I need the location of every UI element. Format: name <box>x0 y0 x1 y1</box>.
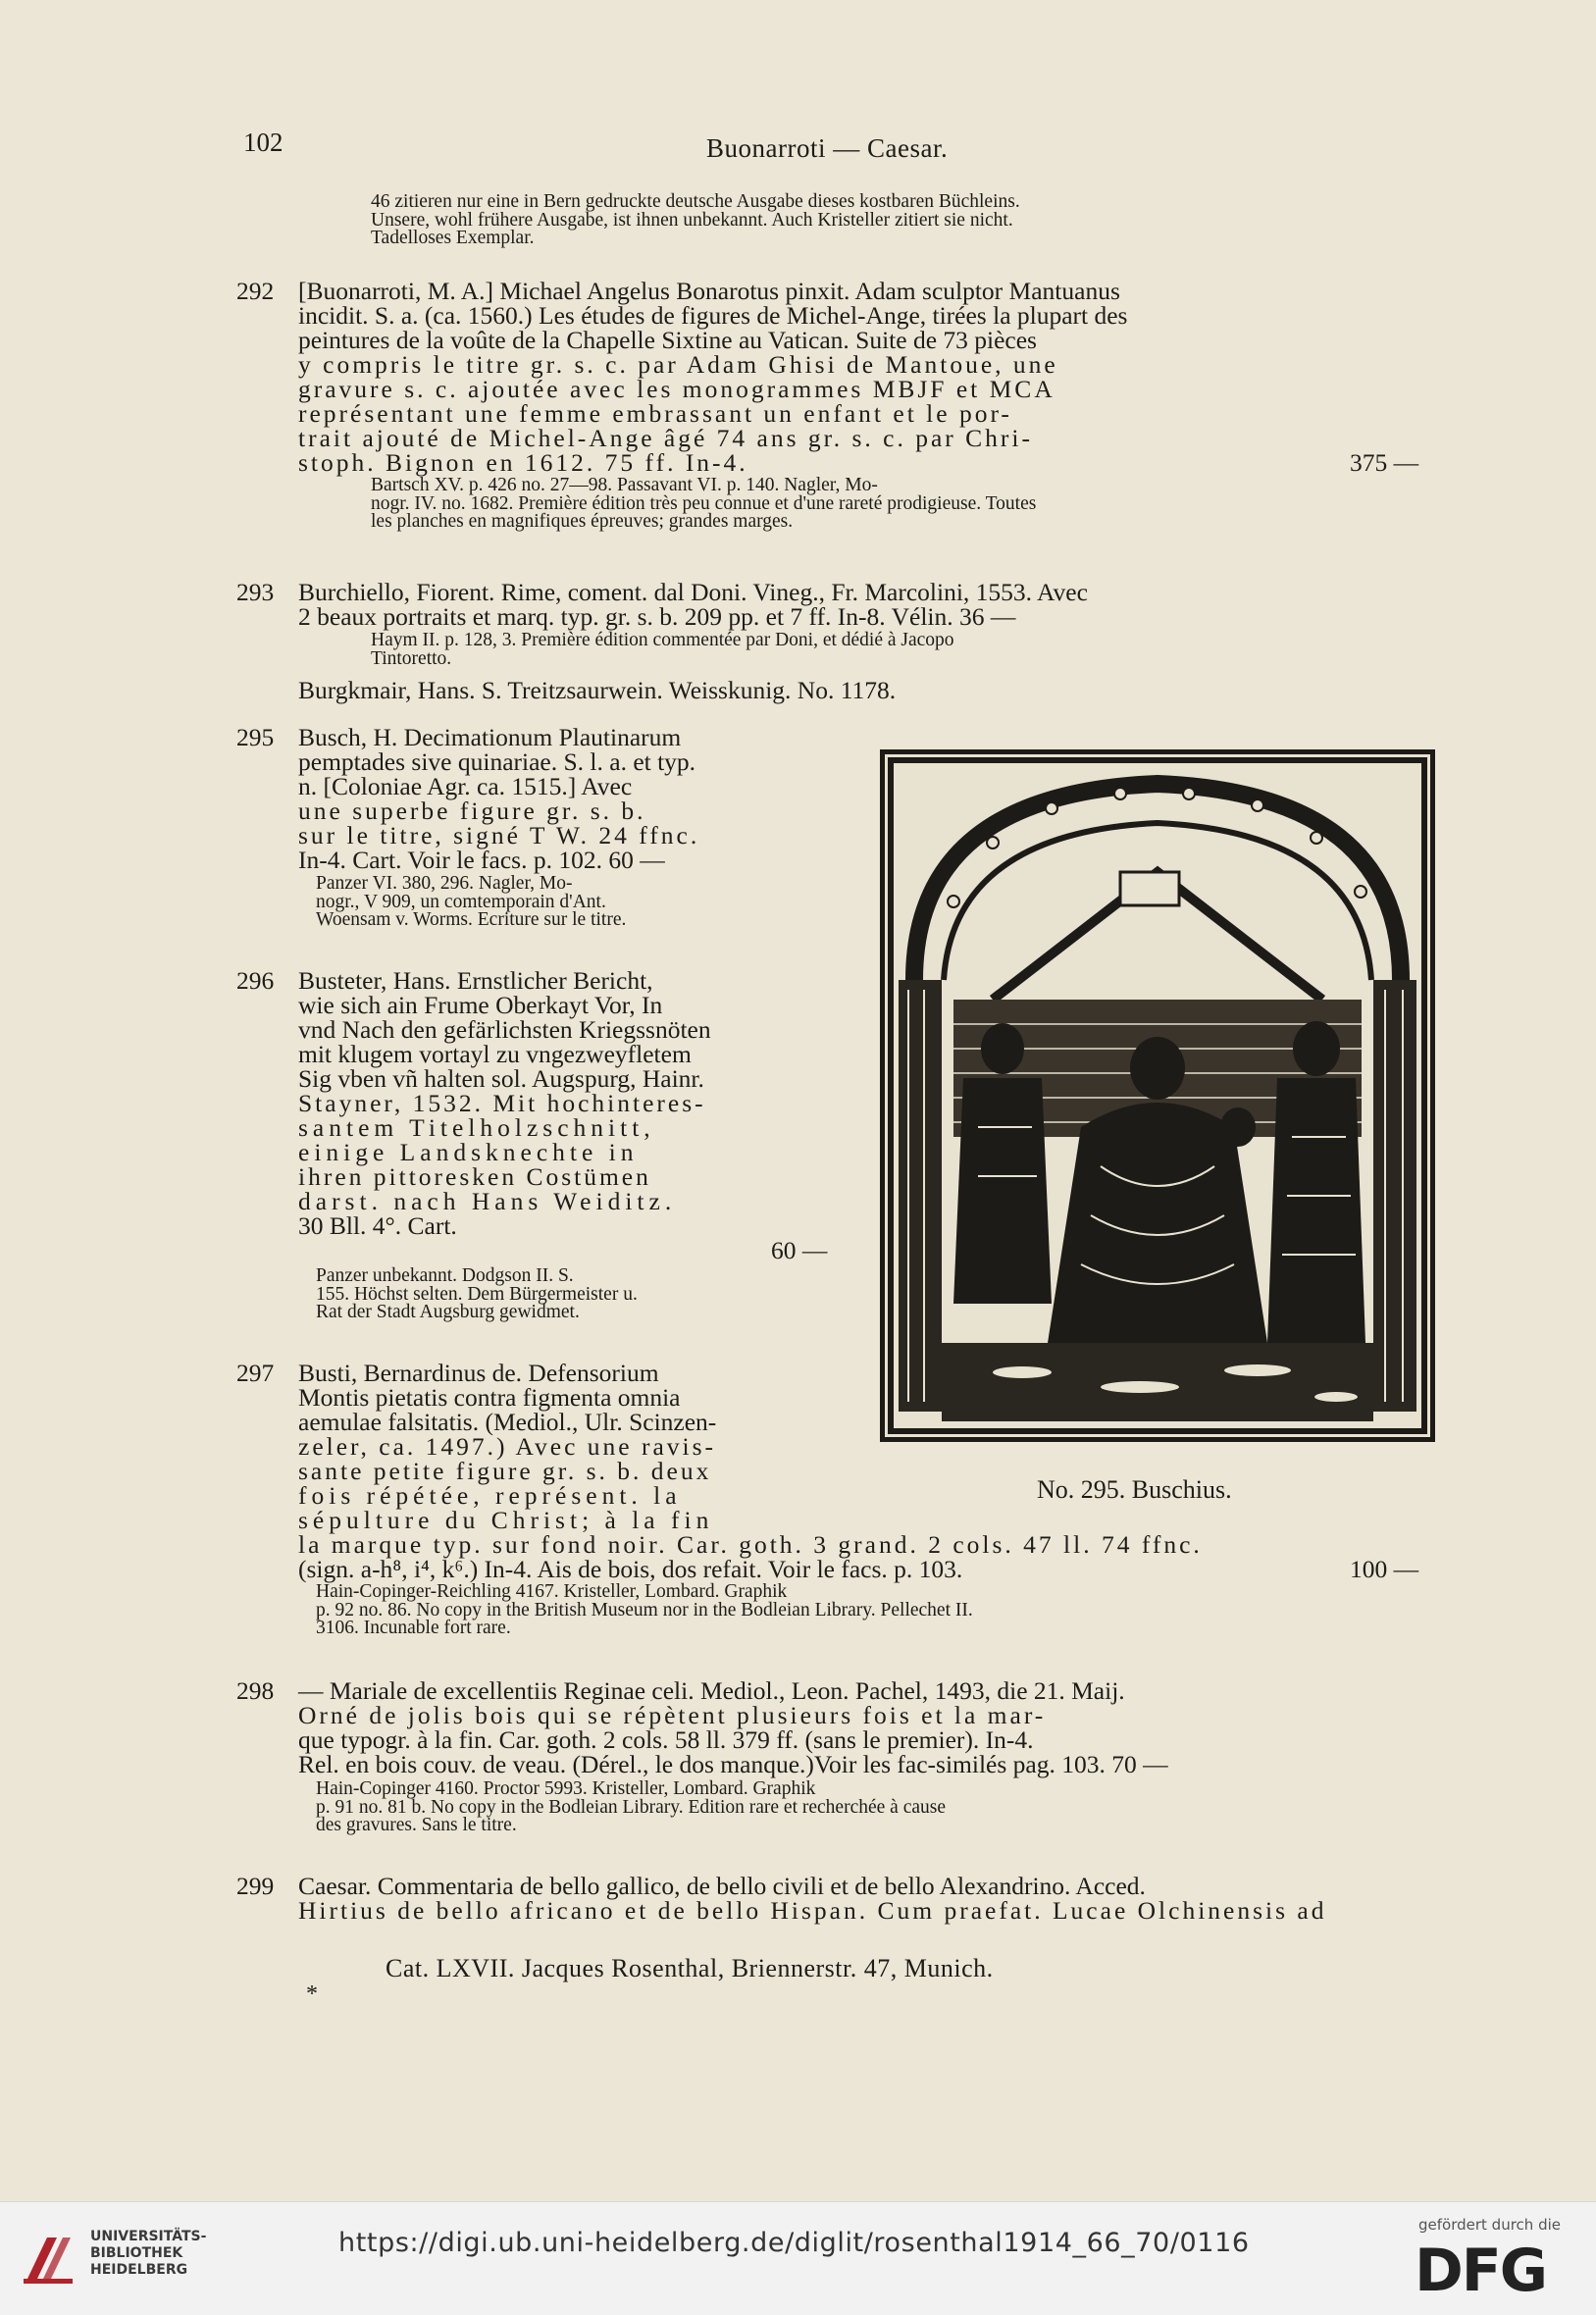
entry-line: gravure s. c. ajoutée avec les monogrammes MBJF et MCA <box>298 375 1055 403</box>
entry-292 <box>298 279 1441 475</box>
note-line: 155. Höchst selten. Dem Bürgermeister u. <box>316 1283 638 1305</box>
note-line: Unsere, wohl frühere Ausgabe, ist ihnen unbekannt. Auch Kristeller zitiert sie nicht. <box>371 209 1013 231</box>
entry-line: Busteter, Hans. Ernstlicher Bericht, <box>298 966 653 995</box>
entry-line: vnd Nach den gefärlichsten Kriegssnöten <box>298 1015 711 1044</box>
entry-line: 2 beaux portraits et marq. typ. gr. s. b. 209 pp. et 7 ff. In-8. Vélin. 36 — <box>298 602 1016 631</box>
note-line: p. 91 no. 81 b. No copy in the Bodleian Library. Edition rare et recherchée à cause <box>316 1796 946 1818</box>
woodcut-illustration <box>880 749 1435 1442</box>
entry-line: Orné de jolis bois qui se répètent plusieurs fois et la mar- <box>298 1701 1047 1729</box>
entry-line: einige Landsknechte in <box>298 1138 639 1166</box>
entry-297-wide <box>298 1532 1441 1581</box>
note-line: Haym II. p. 128, 3. Première édition commentée par Doni, et dédié à Jacopo <box>371 630 954 650</box>
entry-line: sante petite figure gr. s. b. deux <box>298 1457 712 1485</box>
entry-295 <box>298 725 848 872</box>
page-number: 102 <box>243 128 283 157</box>
entry-line: wie sich ain Frume Oberkayt Vor, In <box>298 991 663 1019</box>
entry-line: la marque typ. sur fond noir. Car. goth. 3 grand. 2 cols. 47 ll. 74 ffnc. <box>298 1530 1203 1559</box>
entry-line: Montis pietatis contra figmenta omnia <box>298 1383 681 1412</box>
note-line: 46 zitieren nur eine in Bern gedruckte deutsche Ausgabe dieses kostbaren Büchleins. <box>371 191 1020 212</box>
entry-297-notes <box>316 1581 1405 1636</box>
entry-line: peintures de la voûte de la Chapelle Sixtine au Vatican. Suite de 73 pièces <box>298 326 1037 354</box>
entry-line: Stayner, 1532. Mit hochinteres- <box>298 1089 706 1117</box>
entry-line: incidit. S. a. (ca. 1560.) Les études de figures de Michel-Ange, tirées la plupart des <box>298 301 1128 330</box>
entry-number: 296 <box>236 966 275 995</box>
entry-line: pemptades sive quinariae. S. l. a. et typ. <box>298 747 696 776</box>
entry-298-notes <box>316 1778 1405 1833</box>
cross-reference-burgkmair <box>298 678 1377 702</box>
entry-298 <box>298 1678 1441 1776</box>
entry-line: stoph. Bignon en 1612. 75 ff. In-4. <box>298 448 748 477</box>
entry-line: Burgkmair, Hans. S. Treitzsaurwein. Weisskunig. No. 1178. <box>298 676 897 704</box>
entry-297-narrow <box>298 1361 848 1532</box>
entry-line: sépulture du Christ; à la fin <box>298 1506 714 1534</box>
previous-entry-tail <box>371 191 1401 246</box>
university-library-name <box>90 2229 206 2279</box>
library-name-line: UNIVERSITÄTS- <box>90 2229 207 2244</box>
entry-number: 292 <box>236 277 275 305</box>
running-head: Buonarroti — Caesar. <box>706 133 949 163</box>
signature-mark: * <box>306 1981 318 2007</box>
permalink-url[interactable]: https://digi.ub.uni-heidelberg.de/diglit/rosenthal1914_66_70/0116 <box>338 2228 1250 2258</box>
entry-number: 299 <box>236 1872 275 1900</box>
catalogue-footer: Cat. LXVII. Jacques Rosenthal, Briennerstr. 47, Munich. <box>386 1954 994 1982</box>
viewer-footer-bar <box>0 2201 1596 2315</box>
entry-price: 100 — <box>1350 1555 1419 1583</box>
entry-number: 295 <box>236 723 275 751</box>
figure-caption: No. 295. Buschius. <box>1037 1475 1232 1504</box>
entry-line: Busch, H. Decimationum Plautinarum <box>298 723 682 751</box>
entry-line: fois répétée, représent. la <box>298 1481 682 1510</box>
entry-line: aemulae falsitatis. (Mediol., Ulr. Scinzen- <box>298 1408 717 1436</box>
entry-299 <box>298 1874 1441 1923</box>
entry-293-notes <box>371 630 1401 669</box>
note-line: Tadelloses Exemplar. <box>371 228 535 248</box>
entry-295-notes <box>316 873 850 928</box>
entry-296 <box>298 968 848 1238</box>
note-line: Panzer VI. 380, 296. Nagler, Mo- <box>316 873 573 894</box>
entry-line: trait ajouté de Michel-Ange âgé 74 ans gr. s. c. par Chri- <box>298 424 1033 452</box>
library-name-line: BIBLIOTHEK <box>90 2245 183 2261</box>
note-line: Woensam v. Worms. Ecriture sur le titre. <box>316 909 627 930</box>
note-line: Hain-Copinger 4160. Proctor 5993. Kristeller, Lombard. Graphik <box>316 1778 816 1799</box>
entry-number: 297 <box>236 1359 275 1387</box>
library-name-line: HEIDELBERG <box>90 2262 188 2278</box>
entry-price: 375 — <box>1350 448 1419 477</box>
entry-price: 60 — <box>771 1236 828 1264</box>
entry-line: mit klugem vortayl zu vngezweyfletem <box>298 1040 692 1068</box>
entry-line: In-4. Cart. Voir le facs. p. 102. 60 — <box>298 846 665 874</box>
note-line: Panzer unbekannt. Dodgson II. S. <box>316 1265 574 1286</box>
entry-line: ihren pittoresken Costümen <box>298 1162 651 1191</box>
entry-line: Caesar. Commentaria de bello gallico, de bello civili et de bello Alexandrino. Acced. <box>298 1872 1146 1900</box>
entry-line: santem Titelholzschnitt, <box>298 1113 655 1142</box>
entry-line: une superbe figure gr. s. b. <box>298 797 646 825</box>
note-line: nogr. IV. no. 1682. Première édition très peu connue et d'une rareté prodigieuse. Toutes <box>371 492 1037 514</box>
entry-number: 298 <box>236 1676 275 1705</box>
note-line: nogr., V 909, un comtemporain d'Ant. <box>316 891 606 912</box>
entry-line: Hirtius de bello africano et de bello Hispan. Cum praefat. Lucae Olchinensis ad <box>298 1896 1327 1925</box>
note-line: des gravures. Sans le titre. <box>316 1815 517 1835</box>
entry-line: Sig vben vñ halten sol. Augspurg, Hainr. <box>298 1064 704 1093</box>
entry-line: [Buonarroti, M. A.] Michael Angelus Bonarotus pinxit. Adam sculptor Mantuanus <box>298 277 1120 305</box>
entry-line: darst. nach Hans Weiditz. <box>298 1187 677 1215</box>
entry-number: 293 <box>236 578 275 606</box>
entry-296-notes <box>316 1265 850 1320</box>
university-library-logo-icon[interactable] <box>18 2230 80 2292</box>
entry-292-notes <box>371 475 1401 530</box>
entry-line: sur le titre, signé T W. 24 ffnc. <box>298 821 700 849</box>
entry-line: que typogr. à la fin. Car. goth. 2 cols. 58 ll. 379 ff. (sans le premier). In-4. <box>298 1725 1034 1754</box>
note-line: p. 92 no. 86. No copy in the British Museum nor in the Bodleian Library. Pellechet II. <box>316 1599 973 1620</box>
sponsor-label: gefördert durch die <box>1418 2216 1561 2234</box>
entry-line: Rel. en bois couv. de veau. (Dérel., le dos manque.)Voir les fac-similés pag. 103. 70 — <box>298 1750 1168 1778</box>
entry-line: (sign. a-h⁸, i⁴, k⁶.) In-4. Ais de bois, dos refait. Voir le facs. p. 103. <box>298 1555 963 1583</box>
entry-line: y compris le titre gr. s. c. par Adam Ghisi de Mantoue, une <box>298 350 1058 379</box>
entry-line: Busti, Bernardinus de. Defensorium <box>298 1359 659 1387</box>
entry-line: zeler, ca. 1497.) Avec une ravis- <box>298 1432 717 1461</box>
entry-line: Burchiello, Fiorent. Rime, coment. dal Doni. Vineg., Fr. Marcolini, 1553. Avec <box>298 578 1088 606</box>
note-line: Rat der Stadt Augsburg gewidmet. <box>316 1302 580 1322</box>
note-line: les planches en magnifiques épreuves; grandes marges. <box>371 511 794 532</box>
note-line: Hain-Copinger-Reichling 4167. Kristeller, Lombard. Graphik <box>316 1581 788 1602</box>
dfg-logo-icon[interactable] <box>1415 2238 1571 2302</box>
entry-293 <box>298 580 1441 629</box>
entry-line: n. [Coloniae Agr. ca. 1515.] Avec <box>298 772 633 800</box>
entry-line: — Mariale de excellentiis Reginae celi. Mediol., Leon. Pachel, 1493, die 21. Maij. <box>298 1676 1125 1705</box>
note-line: Tintoretto. <box>371 647 452 669</box>
entry-line: 30 Bll. 4°. Cart. <box>298 1211 457 1240</box>
note-line: 3106. Incunable fort rare. <box>316 1618 511 1638</box>
dfg-logo-text: DFG <box>1415 2238 1547 2298</box>
note-line: Bartsch XV. p. 426 no. 27—98. Passavant VI. p. 140. Nagler, Mo- <box>371 475 878 495</box>
entry-line: représentant une femme embrassant un enfant et le por- <box>298 399 1012 428</box>
woodcut-adoration-image <box>885 754 1430 1437</box>
